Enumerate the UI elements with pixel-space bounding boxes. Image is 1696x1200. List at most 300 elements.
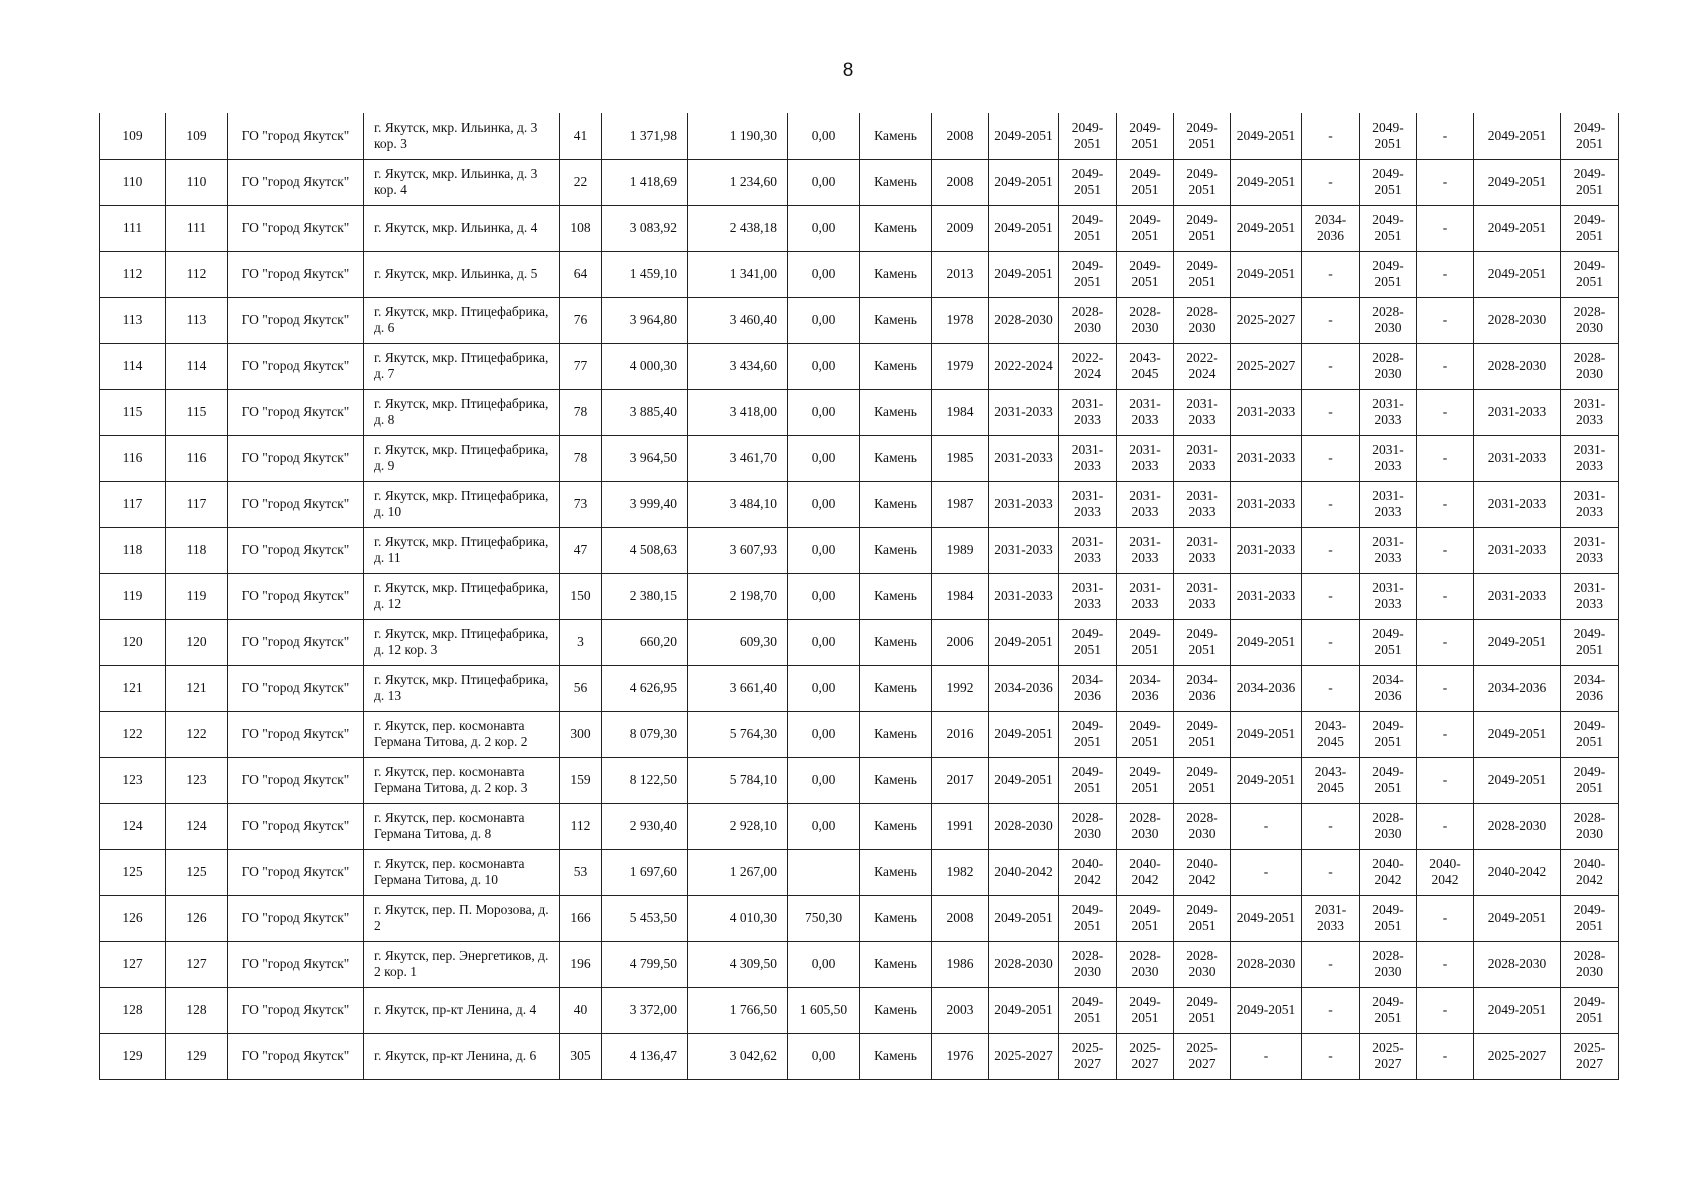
cell-repair-foundation: 2049-2051 bbox=[1117, 987, 1174, 1033]
cell-row-number: 126 bbox=[100, 895, 166, 941]
cell-repair-elevator: 2043-2045 bbox=[1302, 711, 1360, 757]
table-row bbox=[100, 297, 1619, 343]
cell-municipality: ГО "город Якутск" bbox=[228, 941, 364, 987]
cell-wall-material: Камень bbox=[860, 757, 932, 803]
cell-address: г. Якутск, пер. Энергетиков, д. 2 кор. 1 bbox=[364, 941, 560, 987]
cell-nonliving-area: 0,00 bbox=[788, 757, 860, 803]
cell-repair-foundation: 2049-2051 bbox=[1117, 619, 1174, 665]
cell-repair-roof: 2049-2051 bbox=[989, 251, 1059, 297]
cell-repair-sewerage: 2028-2030 bbox=[1561, 803, 1619, 849]
cell-build-year: 1984 bbox=[932, 573, 989, 619]
cell-wall-material: Камень bbox=[860, 665, 932, 711]
cell-nonliving-area: 0,00 bbox=[788, 711, 860, 757]
cell-repair-electrical: 2028-2030 bbox=[1360, 803, 1417, 849]
cell-nonliving-area: 1 605,50 bbox=[788, 987, 860, 1033]
cell-house-id: 127 bbox=[166, 941, 228, 987]
cell-repair-water: 2034-2036 bbox=[1474, 665, 1561, 711]
cell-repair-gas: - bbox=[1417, 481, 1474, 527]
cell-repair-sewerage: 2031-2033 bbox=[1561, 573, 1619, 619]
cell-row-number: 119 bbox=[100, 573, 166, 619]
cell-repair-heating: 2031-2033 bbox=[1231, 435, 1302, 481]
cell-house-id: 117 bbox=[166, 481, 228, 527]
cell-repair-facade: 2049-2051 bbox=[1059, 711, 1117, 757]
cell-repair-roof: 2028-2030 bbox=[989, 941, 1059, 987]
table-row bbox=[100, 113, 1619, 159]
table-row bbox=[100, 251, 1619, 297]
cell-residents: 64 bbox=[560, 251, 602, 297]
cell-repair-water: 2031-2033 bbox=[1474, 481, 1561, 527]
cell-nonliving-area: 0,00 bbox=[788, 665, 860, 711]
cell-row-number: 118 bbox=[100, 527, 166, 573]
cell-build-year: 2006 bbox=[932, 619, 989, 665]
cell-living-area: 4 309,50 bbox=[688, 941, 788, 987]
cell-repair-sewerage: 2031-2033 bbox=[1561, 481, 1619, 527]
cell-repair-gas: 2040-2042 bbox=[1417, 849, 1474, 895]
cell-repair-water: 2049-2051 bbox=[1474, 205, 1561, 251]
cell-repair-gas: - bbox=[1417, 757, 1474, 803]
cell-house-id: 114 bbox=[166, 343, 228, 389]
cell-repair-water: 2025-2027 bbox=[1474, 1033, 1561, 1079]
cell-repair-sewerage: 2040-2042 bbox=[1561, 849, 1619, 895]
cell-repair-foundation: 2031-2033 bbox=[1117, 481, 1174, 527]
cell-total-area: 3 964,80 bbox=[602, 297, 688, 343]
cell-total-area: 1 418,69 bbox=[602, 159, 688, 205]
cell-house-id: 129 bbox=[166, 1033, 228, 1079]
cell-build-year: 1982 bbox=[932, 849, 989, 895]
cell-row-number: 127 bbox=[100, 941, 166, 987]
table-row bbox=[100, 1033, 1619, 1079]
cell-repair-elevator: 2043-2045 bbox=[1302, 757, 1360, 803]
cell-row-number: 112 bbox=[100, 251, 166, 297]
cell-wall-material: Камень bbox=[860, 343, 932, 389]
cell-build-year: 2008 bbox=[932, 159, 989, 205]
cell-build-year: 2003 bbox=[932, 987, 989, 1033]
cell-living-area: 3 661,40 bbox=[688, 665, 788, 711]
cell-nonliving-area: 0,00 bbox=[788, 113, 860, 159]
cell-repair-gas: - bbox=[1417, 343, 1474, 389]
cell-living-area: 1 190,30 bbox=[688, 113, 788, 159]
cell-repair-basement: 2028-2030 bbox=[1174, 803, 1231, 849]
cell-repair-basement: 2049-2051 bbox=[1174, 757, 1231, 803]
cell-residents: 77 bbox=[560, 343, 602, 389]
cell-repair-water: 2031-2033 bbox=[1474, 573, 1561, 619]
cell-address: г. Якутск, пер. космонавта Германа Титова, д. 2 кор. 2 bbox=[364, 711, 560, 757]
cell-row-number: 122 bbox=[100, 711, 166, 757]
cell-total-area: 3 372,00 bbox=[602, 987, 688, 1033]
cell-repair-electrical: 2031-2033 bbox=[1360, 527, 1417, 573]
cell-repair-foundation: 2049-2051 bbox=[1117, 205, 1174, 251]
cell-municipality: ГО "город Якутск" bbox=[228, 895, 364, 941]
table-row bbox=[100, 435, 1619, 481]
cell-repair-facade: 2049-2051 bbox=[1059, 251, 1117, 297]
cell-repair-gas: - bbox=[1417, 1033, 1474, 1079]
cell-address: г. Якутск, пер. П. Морозова, д. 2 bbox=[364, 895, 560, 941]
cell-address: г. Якутск, пр-кт Ленина, д. 4 bbox=[364, 987, 560, 1033]
cell-repair-heating: - bbox=[1231, 803, 1302, 849]
cell-address: г. Якутск, мкр. Птицефабрика, д. 10 bbox=[364, 481, 560, 527]
cell-house-id: 121 bbox=[166, 665, 228, 711]
cell-repair-sewerage: 2049-2051 bbox=[1561, 159, 1619, 205]
cell-repair-foundation: 2028-2030 bbox=[1117, 803, 1174, 849]
cell-wall-material: Камень bbox=[860, 389, 932, 435]
cell-repair-heating: 2049-2051 bbox=[1231, 251, 1302, 297]
cell-repair-elevator: - bbox=[1302, 573, 1360, 619]
cell-living-area: 609,30 bbox=[688, 619, 788, 665]
cell-living-area: 2 438,18 bbox=[688, 205, 788, 251]
cell-house-id: 126 bbox=[166, 895, 228, 941]
cell-house-id: 109 bbox=[166, 113, 228, 159]
cell-nonliving-area: 0,00 bbox=[788, 205, 860, 251]
cell-municipality: ГО "город Якутск" bbox=[228, 159, 364, 205]
cell-wall-material: Камень bbox=[860, 297, 932, 343]
cell-nonliving-area: 0,00 bbox=[788, 941, 860, 987]
cell-repair-foundation: 2049-2051 bbox=[1117, 159, 1174, 205]
cell-municipality: ГО "город Якутск" bbox=[228, 205, 364, 251]
cell-repair-sewerage: 2028-2030 bbox=[1561, 941, 1619, 987]
cell-living-area: 4 010,30 bbox=[688, 895, 788, 941]
cell-repair-roof: 2022-2024 bbox=[989, 343, 1059, 389]
cell-wall-material: Камень bbox=[860, 803, 932, 849]
cell-repair-facade: 2049-2051 bbox=[1059, 757, 1117, 803]
cell-municipality: ГО "город Якутск" bbox=[228, 527, 364, 573]
cell-living-area: 2 198,70 bbox=[688, 573, 788, 619]
cell-repair-sewerage: 2028-2030 bbox=[1561, 343, 1619, 389]
cell-repair-gas: - bbox=[1417, 941, 1474, 987]
cell-repair-facade: 2028-2030 bbox=[1059, 297, 1117, 343]
cell-repair-gas: - bbox=[1417, 803, 1474, 849]
cell-repair-basement: 2031-2033 bbox=[1174, 389, 1231, 435]
cell-repair-heating: 2025-2027 bbox=[1231, 297, 1302, 343]
cell-address: г. Якутск, пер. космонавта Германа Титова, д. 2 кор. 3 bbox=[364, 757, 560, 803]
cell-repair-foundation: 2049-2051 bbox=[1117, 113, 1174, 159]
cell-repair-electrical: 2034-2036 bbox=[1360, 665, 1417, 711]
cell-repair-elevator: - bbox=[1302, 849, 1360, 895]
cell-address: г. Якутск, мкр. Ильинка, д. 5 bbox=[364, 251, 560, 297]
cell-build-year: 1979 bbox=[932, 343, 989, 389]
housing-registry-table bbox=[99, 113, 1619, 1080]
cell-row-number: 124 bbox=[100, 803, 166, 849]
cell-address: г. Якутск, мкр. Птицефабрика, д. 8 bbox=[364, 389, 560, 435]
cell-residents: 166 bbox=[560, 895, 602, 941]
cell-wall-material: Камень bbox=[860, 527, 932, 573]
cell-repair-heating: 2031-2033 bbox=[1231, 389, 1302, 435]
cell-nonliving-area: 0,00 bbox=[788, 297, 860, 343]
cell-repair-basement: 2028-2030 bbox=[1174, 941, 1231, 987]
cell-repair-roof: 2049-2051 bbox=[989, 895, 1059, 941]
cell-residents: 78 bbox=[560, 435, 602, 481]
cell-repair-water: 2049-2051 bbox=[1474, 159, 1561, 205]
cell-nonliving-area: 0,00 bbox=[788, 573, 860, 619]
cell-total-area: 3 999,40 bbox=[602, 481, 688, 527]
cell-repair-electrical: 2028-2030 bbox=[1360, 343, 1417, 389]
cell-address: г. Якутск, пер. космонавта Германа Титова, д. 8 bbox=[364, 803, 560, 849]
cell-residents: 73 bbox=[560, 481, 602, 527]
cell-repair-facade: 2034-2036 bbox=[1059, 665, 1117, 711]
cell-row-number: 125 bbox=[100, 849, 166, 895]
cell-living-area: 3 418,00 bbox=[688, 389, 788, 435]
cell-municipality: ГО "город Якутск" bbox=[228, 803, 364, 849]
cell-house-id: 128 bbox=[166, 987, 228, 1033]
cell-repair-basement: 2049-2051 bbox=[1174, 987, 1231, 1033]
table-row bbox=[100, 665, 1619, 711]
table-row bbox=[100, 573, 1619, 619]
cell-repair-gas: - bbox=[1417, 987, 1474, 1033]
cell-repair-water: 2031-2033 bbox=[1474, 527, 1561, 573]
cell-repair-roof: 2028-2030 bbox=[989, 803, 1059, 849]
cell-repair-heating: - bbox=[1231, 849, 1302, 895]
cell-repair-electrical: 2049-2051 bbox=[1360, 113, 1417, 159]
cell-living-area: 3 042,62 bbox=[688, 1033, 788, 1079]
cell-repair-basement: 2034-2036 bbox=[1174, 665, 1231, 711]
cell-repair-water: 2049-2051 bbox=[1474, 251, 1561, 297]
cell-municipality: ГО "город Якутск" bbox=[228, 251, 364, 297]
cell-repair-elevator: - bbox=[1302, 113, 1360, 159]
cell-repair-heating: 2049-2051 bbox=[1231, 113, 1302, 159]
table-row bbox=[100, 619, 1619, 665]
cell-row-number: 121 bbox=[100, 665, 166, 711]
cell-repair-basement: 2049-2051 bbox=[1174, 205, 1231, 251]
cell-repair-facade: 2031-2033 bbox=[1059, 527, 1117, 573]
cell-repair-facade: 2049-2051 bbox=[1059, 205, 1117, 251]
cell-repair-electrical: 2031-2033 bbox=[1360, 435, 1417, 481]
cell-repair-sewerage: 2049-2051 bbox=[1561, 113, 1619, 159]
cell-address: г. Якутск, мкр. Ильинка, д. 4 bbox=[364, 205, 560, 251]
page-number: 8 bbox=[842, 60, 854, 81]
cell-repair-foundation: 2025-2027 bbox=[1117, 1033, 1174, 1079]
cell-repair-electrical: 2049-2051 bbox=[1360, 159, 1417, 205]
cell-repair-elevator: - bbox=[1302, 297, 1360, 343]
cell-repair-electrical: 2049-2051 bbox=[1360, 711, 1417, 757]
cell-house-id: 123 bbox=[166, 757, 228, 803]
cell-address: г. Якутск, мкр. Ильинка, д. 3 кор. 4 bbox=[364, 159, 560, 205]
cell-repair-sewerage: 2034-2036 bbox=[1561, 665, 1619, 711]
cell-living-area: 1 267,00 bbox=[688, 849, 788, 895]
cell-nonliving-area: 0,00 bbox=[788, 619, 860, 665]
cell-repair-roof: 2049-2051 bbox=[989, 113, 1059, 159]
cell-repair-water: 2049-2051 bbox=[1474, 757, 1561, 803]
cell-repair-facade: 2028-2030 bbox=[1059, 941, 1117, 987]
cell-repair-heating: 2049-2051 bbox=[1231, 711, 1302, 757]
cell-repair-sewerage: 2031-2033 bbox=[1561, 435, 1619, 481]
cell-residents: 300 bbox=[560, 711, 602, 757]
cell-residents: 41 bbox=[560, 113, 602, 159]
cell-repair-electrical: 2049-2051 bbox=[1360, 619, 1417, 665]
cell-wall-material: Камень bbox=[860, 619, 932, 665]
cell-repair-heating: 2049-2051 bbox=[1231, 757, 1302, 803]
cell-repair-roof: 2031-2033 bbox=[989, 481, 1059, 527]
cell-living-area: 1 766,50 bbox=[688, 987, 788, 1033]
cell-row-number: 111 bbox=[100, 205, 166, 251]
cell-address: г. Якутск, мкр. Птицефабрика, д. 9 bbox=[364, 435, 560, 481]
cell-repair-roof: 2031-2033 bbox=[989, 435, 1059, 481]
cell-repair-roof: 2031-2033 bbox=[989, 389, 1059, 435]
cell-build-year: 1986 bbox=[932, 941, 989, 987]
cell-repair-elevator: 2031-2033 bbox=[1302, 895, 1360, 941]
cell-address: г. Якутск, пр-кт Ленина, д. 6 bbox=[364, 1033, 560, 1079]
cell-repair-water: 2028-2030 bbox=[1474, 941, 1561, 987]
cell-residents: 112 bbox=[560, 803, 602, 849]
cell-repair-basement: 2031-2033 bbox=[1174, 481, 1231, 527]
cell-residents: 56 bbox=[560, 665, 602, 711]
cell-repair-electrical: 2049-2051 bbox=[1360, 757, 1417, 803]
cell-residents: 22 bbox=[560, 159, 602, 205]
cell-build-year: 1985 bbox=[932, 435, 989, 481]
cell-repair-water: 2049-2051 bbox=[1474, 711, 1561, 757]
cell-repair-heating: 2034-2036 bbox=[1231, 665, 1302, 711]
cell-repair-electrical: 2028-2030 bbox=[1360, 297, 1417, 343]
cell-repair-elevator: - bbox=[1302, 481, 1360, 527]
cell-build-year: 2016 bbox=[932, 711, 989, 757]
cell-repair-heating: 2031-2033 bbox=[1231, 481, 1302, 527]
cell-repair-roof: 2049-2051 bbox=[989, 619, 1059, 665]
cell-build-year: 2008 bbox=[932, 895, 989, 941]
cell-build-year: 1976 bbox=[932, 1033, 989, 1079]
cell-total-area: 4 508,63 bbox=[602, 527, 688, 573]
cell-municipality: ГО "город Якутск" bbox=[228, 343, 364, 389]
cell-total-area: 2 380,15 bbox=[602, 573, 688, 619]
cell-total-area: 2 930,40 bbox=[602, 803, 688, 849]
cell-municipality: ГО "город Якутск" bbox=[228, 711, 364, 757]
cell-repair-sewerage: 2028-2030 bbox=[1561, 297, 1619, 343]
cell-repair-roof: 2049-2051 bbox=[989, 159, 1059, 205]
cell-repair-electrical: 2049-2051 bbox=[1360, 251, 1417, 297]
cell-repair-heating: 2049-2051 bbox=[1231, 895, 1302, 941]
cell-municipality: ГО "город Якутск" bbox=[228, 1033, 364, 1079]
table-row bbox=[100, 343, 1619, 389]
cell-residents: 78 bbox=[560, 389, 602, 435]
cell-repair-gas: - bbox=[1417, 205, 1474, 251]
cell-wall-material: Камень bbox=[860, 113, 932, 159]
cell-wall-material: Камень bbox=[860, 987, 932, 1033]
cell-living-area: 5 784,10 bbox=[688, 757, 788, 803]
cell-house-id: 113 bbox=[166, 297, 228, 343]
cell-address: г. Якутск, мкр. Птицефабрика, д. 7 bbox=[364, 343, 560, 389]
cell-repair-elevator: - bbox=[1302, 665, 1360, 711]
table-row bbox=[100, 711, 1619, 757]
cell-living-area: 3 484,10 bbox=[688, 481, 788, 527]
cell-repair-basement: 2049-2051 bbox=[1174, 619, 1231, 665]
cell-living-area: 3 607,93 bbox=[688, 527, 788, 573]
cell-total-area: 1 371,98 bbox=[602, 113, 688, 159]
cell-total-area: 4 000,30 bbox=[602, 343, 688, 389]
cell-repair-heating: 2049-2051 bbox=[1231, 619, 1302, 665]
cell-wall-material: Камень bbox=[860, 711, 932, 757]
cell-house-id: 125 bbox=[166, 849, 228, 895]
cell-nonliving-area: 0,00 bbox=[788, 527, 860, 573]
table-row bbox=[100, 159, 1619, 205]
cell-repair-foundation: 2031-2033 bbox=[1117, 435, 1174, 481]
cell-repair-elevator: - bbox=[1302, 941, 1360, 987]
cell-address: г. Якутск, мкр. Птицефабрика, д. 11 bbox=[364, 527, 560, 573]
table-row bbox=[100, 803, 1619, 849]
cell-house-id: 119 bbox=[166, 573, 228, 619]
cell-total-area: 8 079,30 bbox=[602, 711, 688, 757]
cell-repair-electrical: 2025-2027 bbox=[1360, 1033, 1417, 1079]
cell-repair-sewerage: 2025-2027 bbox=[1561, 1033, 1619, 1079]
table-row bbox=[100, 757, 1619, 803]
cell-nonliving-area: 750,30 bbox=[788, 895, 860, 941]
cell-wall-material: Камень bbox=[860, 251, 932, 297]
cell-repair-gas: - bbox=[1417, 435, 1474, 481]
cell-address: г. Якутск, мкр. Ильинка, д. 3 кор. 3 bbox=[364, 113, 560, 159]
cell-repair-gas: - bbox=[1417, 251, 1474, 297]
cell-repair-elevator: - bbox=[1302, 1033, 1360, 1079]
cell-wall-material: Камень bbox=[860, 481, 932, 527]
cell-repair-basement: 2049-2051 bbox=[1174, 895, 1231, 941]
cell-living-area: 1 341,00 bbox=[688, 251, 788, 297]
cell-wall-material: Камень bbox=[860, 435, 932, 481]
cell-house-id: 111 bbox=[166, 205, 228, 251]
cell-repair-gas: - bbox=[1417, 711, 1474, 757]
cell-repair-heating: 2028-2030 bbox=[1231, 941, 1302, 987]
cell-house-id: 115 bbox=[166, 389, 228, 435]
cell-build-year: 2013 bbox=[932, 251, 989, 297]
cell-living-area: 3 460,40 bbox=[688, 297, 788, 343]
cell-repair-heating: 2031-2033 bbox=[1231, 527, 1302, 573]
cell-repair-basement: 2022-2024 bbox=[1174, 343, 1231, 389]
cell-repair-facade: 2031-2033 bbox=[1059, 389, 1117, 435]
cell-repair-water: 2049-2051 bbox=[1474, 619, 1561, 665]
cell-repair-roof: 2028-2030 bbox=[989, 297, 1059, 343]
cell-row-number: 129 bbox=[100, 1033, 166, 1079]
cell-repair-sewerage: 2049-2051 bbox=[1561, 619, 1619, 665]
cell-municipality: ГО "город Якутск" bbox=[228, 297, 364, 343]
cell-wall-material: Камень bbox=[860, 895, 932, 941]
cell-repair-electrical: 2028-2030 bbox=[1360, 941, 1417, 987]
cell-repair-water: 2028-2030 bbox=[1474, 343, 1561, 389]
cell-repair-gas: - bbox=[1417, 573, 1474, 619]
cell-repair-foundation: 2031-2033 bbox=[1117, 573, 1174, 619]
cell-municipality: ГО "город Якутск" bbox=[228, 757, 364, 803]
cell-repair-sewerage: 2031-2033 bbox=[1561, 527, 1619, 573]
cell-total-area: 660,20 bbox=[602, 619, 688, 665]
table-row bbox=[100, 987, 1619, 1033]
cell-repair-water: 2049-2051 bbox=[1474, 987, 1561, 1033]
cell-municipality: ГО "город Якутск" bbox=[228, 435, 364, 481]
cell-total-area: 1 697,60 bbox=[602, 849, 688, 895]
cell-residents: 159 bbox=[560, 757, 602, 803]
cell-living-area: 2 928,10 bbox=[688, 803, 788, 849]
cell-repair-gas: - bbox=[1417, 665, 1474, 711]
cell-row-number: 115 bbox=[100, 389, 166, 435]
cell-repair-sewerage: 2049-2051 bbox=[1561, 711, 1619, 757]
cell-total-area: 1 459,10 bbox=[602, 251, 688, 297]
cell-repair-heating: 2025-2027 bbox=[1231, 343, 1302, 389]
cell-address: г. Якутск, мкр. Птицефабрика, д. 6 bbox=[364, 297, 560, 343]
cell-repair-basement: 2031-2033 bbox=[1174, 527, 1231, 573]
cell-repair-gas: - bbox=[1417, 389, 1474, 435]
cell-repair-elevator: - bbox=[1302, 803, 1360, 849]
cell-repair-gas: - bbox=[1417, 527, 1474, 573]
cell-repair-elevator: - bbox=[1302, 527, 1360, 573]
cell-nonliving-area: 0,00 bbox=[788, 803, 860, 849]
cell-living-area: 3 434,60 bbox=[688, 343, 788, 389]
cell-build-year: 1989 bbox=[932, 527, 989, 573]
cell-municipality: ГО "город Якутск" bbox=[228, 113, 364, 159]
cell-repair-basement: 2031-2033 bbox=[1174, 573, 1231, 619]
cell-repair-water: 2031-2033 bbox=[1474, 389, 1561, 435]
cell-living-area: 5 764,30 bbox=[688, 711, 788, 757]
cell-wall-material: Камень bbox=[860, 159, 932, 205]
cell-repair-roof: 2031-2033 bbox=[989, 527, 1059, 573]
cell-house-id: 110 bbox=[166, 159, 228, 205]
cell-total-area: 5 453,50 bbox=[602, 895, 688, 941]
cell-row-number: 110 bbox=[100, 159, 166, 205]
cell-repair-basement: 2049-2051 bbox=[1174, 113, 1231, 159]
table-row bbox=[100, 941, 1619, 987]
cell-repair-elevator: - bbox=[1302, 251, 1360, 297]
cell-address: г. Якутск, мкр. Птицефабрика, д. 12 кор. 3 bbox=[364, 619, 560, 665]
